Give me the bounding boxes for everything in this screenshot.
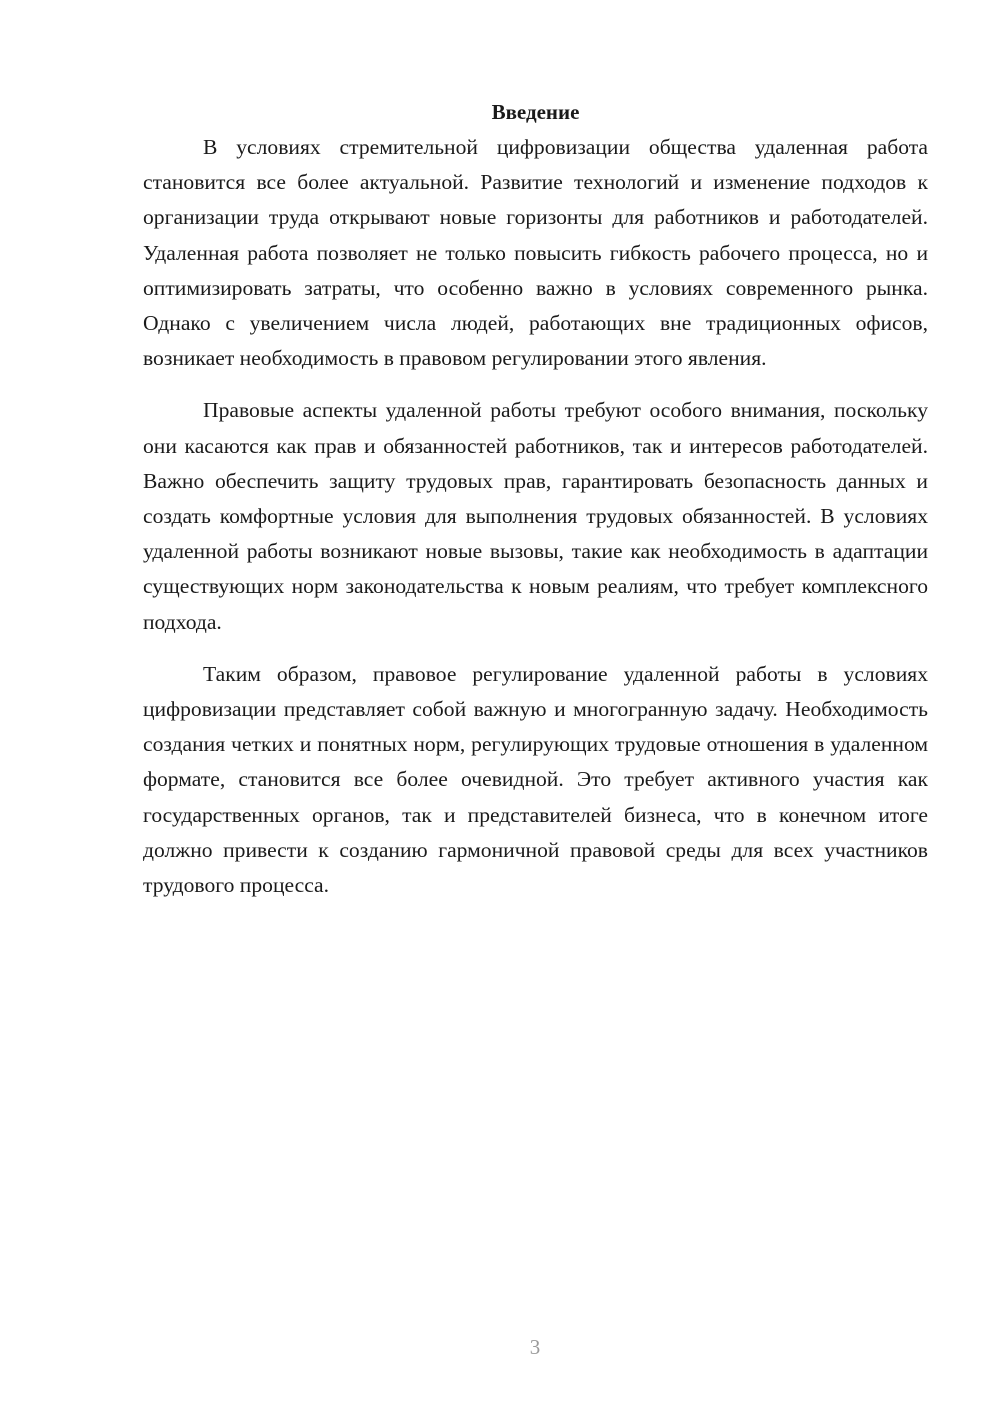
page-content	[143, 95, 928, 920]
paragraph-conclusion: Таким образом, правовое регулирование удаленной работы в условиях цифровизации представляет собой важную и многогранную задачу. Необходимость создания четких и понятных норм, регулирующих трудовые отношения в удаленном формате, становится все более очевидной. Это требует активного участия как государственных органов, так и представителей бизнеса, что в конечном итоге должно привести к созданию гармоничной правовой среды для всех участников трудового процесса.	[143, 661, 928, 898]
page-number: 3	[529, 1335, 541, 1359]
section-title: Введение	[491, 100, 580, 124]
paragraph-legal-aspects: Правовые аспекты удаленной работы требуют особого внимания, поскольку они касаются как прав и обязанностей работников, так и интересов работодателей. Важно обеспечить защиту трудовых прав, гарантировать безопасность данных и создать комфортные условия для выполнения трудовых обязанностей. В условиях удаленной работы возникают новые вызовы, такие как необходимость в адаптации существующих норм законодательства к новым реалиям, что требует комплексного подхода.	[143, 398, 928, 634]
paragraph-intro: В условиях стремительной цифровизации общества удаленная работа становится все более актуальной. Развитие технологий и изменение подходов к организации труда открывают новые горизонты для работников и работодателей. Удаленная работа позволяет не только повысить гибкость рабочего процесса, но и оптимизировать затраты, что особенно важно в условиях современного рынка. Однако с увеличением числа людей, работающих вне традиционных офисов, возникает необходимость в правовом регулировании этого явления.	[143, 135, 928, 371]
